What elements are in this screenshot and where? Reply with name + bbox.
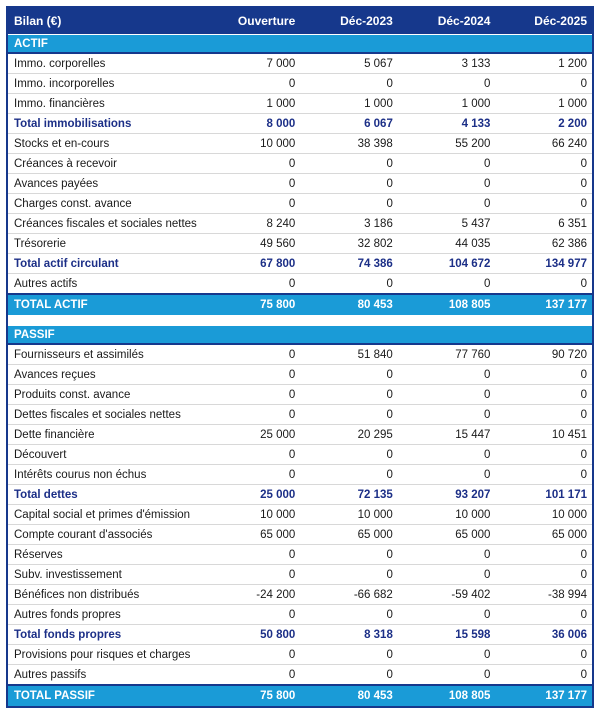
row-label: Autres fonds propres	[7, 605, 203, 625]
cell-value: 104 672	[398, 254, 496, 274]
table-row	[7, 94, 593, 114]
cell-value: 15 598	[398, 625, 496, 645]
row-label: Créances à recevoir	[7, 154, 203, 174]
row-label: Produits const. avance	[7, 385, 203, 405]
total-value: 80 453	[300, 294, 398, 315]
cell-value: 90 720	[495, 344, 593, 365]
table-title: Bilan (€)	[7, 7, 203, 35]
cell-value: 0	[398, 465, 496, 485]
table-row	[7, 74, 593, 94]
total-banner-passif	[7, 685, 593, 707]
cell-value: 93 207	[398, 485, 496, 505]
row-label: Trésorerie	[7, 234, 203, 254]
cell-value: 0	[203, 545, 301, 565]
table-row	[7, 665, 593, 686]
cell-value: 0	[398, 545, 496, 565]
cell-value: 1 000	[398, 94, 496, 114]
cell-value: 0	[495, 405, 593, 425]
cell-value: 0	[300, 665, 398, 686]
cell-value: 0	[398, 605, 496, 625]
cell-value: 20 295	[300, 425, 398, 445]
column-header-dec-2024: Déc-2024	[398, 7, 496, 35]
cell-value: 0	[203, 645, 301, 665]
cell-value: 0	[203, 665, 301, 686]
cell-value: 101 171	[495, 485, 593, 505]
cell-value: 10 000	[495, 505, 593, 525]
cell-value: 0	[203, 174, 301, 194]
cell-value: 36 006	[495, 625, 593, 645]
column-header-ouverture: Ouverture	[203, 7, 301, 35]
cell-value: 4 133	[398, 114, 496, 134]
cell-value: 0	[300, 565, 398, 585]
table-row	[7, 114, 593, 134]
header-row	[7, 7, 593, 35]
cell-value: 0	[398, 565, 496, 585]
cell-value: 1 200	[495, 53, 593, 74]
table-row	[7, 134, 593, 154]
row-label: Bénéfices non distribués	[7, 585, 203, 605]
cell-value: 0	[398, 154, 496, 174]
cell-value: 65 000	[300, 525, 398, 545]
total-value: 80 453	[300, 685, 398, 707]
cell-value: 0	[495, 665, 593, 686]
cell-value: 0	[300, 154, 398, 174]
cell-value: 0	[495, 194, 593, 214]
cell-value: 0	[203, 344, 301, 365]
cell-value: 0	[495, 274, 593, 295]
row-label: Dette financière	[7, 425, 203, 445]
cell-value: 32 802	[300, 234, 398, 254]
table-row	[7, 605, 593, 625]
row-label: Stocks et en-cours	[7, 134, 203, 154]
cell-value: 15 447	[398, 425, 496, 445]
cell-value: 67 800	[203, 254, 301, 274]
table-row	[7, 274, 593, 295]
total-label: TOTAL ACTIF	[7, 294, 203, 315]
cell-value: 51 840	[300, 344, 398, 365]
column-header-dec-2023: Déc-2023	[300, 7, 398, 35]
cell-value: 0	[398, 365, 496, 385]
cell-value: 0	[300, 405, 398, 425]
section-header-label: ACTIF	[7, 35, 593, 54]
row-label: Créances fiscales et sociales nettes	[7, 214, 203, 234]
row-label: Subv. investissement	[7, 565, 203, 585]
table-row	[7, 565, 593, 585]
cell-value: 0	[495, 445, 593, 465]
cell-value: 0	[398, 645, 496, 665]
row-label: Réserves	[7, 545, 203, 565]
cell-value: 0	[300, 194, 398, 214]
cell-value: 0	[300, 274, 398, 295]
cell-value: 0	[203, 194, 301, 214]
row-label: Dettes fiscales et sociales nettes	[7, 405, 203, 425]
cell-value: 0	[203, 365, 301, 385]
column-header-dec-2025: Déc-2025	[495, 7, 593, 35]
cell-value: 0	[495, 385, 593, 405]
cell-value: 0	[203, 405, 301, 425]
row-label: Avances payées	[7, 174, 203, 194]
row-label: Immo. corporelles	[7, 53, 203, 74]
cell-value: 0	[495, 74, 593, 94]
cell-value: 7 000	[203, 53, 301, 74]
table-row	[7, 525, 593, 545]
cell-value: 0	[203, 74, 301, 94]
section-band-actif	[7, 35, 593, 54]
section-gap-cell	[7, 315, 593, 326]
cell-value: 0	[300, 645, 398, 665]
cell-value: 0	[300, 74, 398, 94]
cell-value: 0	[203, 565, 301, 585]
cell-value: 74 386	[300, 254, 398, 274]
row-label: Avances reçues	[7, 365, 203, 385]
cell-value: 0	[495, 154, 593, 174]
cell-value: 3 186	[300, 214, 398, 234]
total-value: 137 177	[495, 685, 593, 707]
cell-value: 0	[300, 605, 398, 625]
row-label: Immo. financières	[7, 94, 203, 114]
row-label: Total fonds propres	[7, 625, 203, 645]
table-row	[7, 645, 593, 665]
row-label: Charges const. avance	[7, 194, 203, 214]
row-label: Immo. incorporelles	[7, 74, 203, 94]
cell-value: 50 800	[203, 625, 301, 645]
total-banner-actif	[7, 294, 593, 315]
total-label: TOTAL PASSIF	[7, 685, 203, 707]
table-row	[7, 405, 593, 425]
cell-value: 62 386	[495, 234, 593, 254]
cell-value: 0	[495, 605, 593, 625]
row-label: Découvert	[7, 445, 203, 465]
cell-value: 0	[300, 174, 398, 194]
row-label: Intérêts courus non échus	[7, 465, 203, 485]
cell-value: 8 000	[203, 114, 301, 134]
cell-value: 38 398	[300, 134, 398, 154]
cell-value: 0	[300, 465, 398, 485]
cell-value: 0	[495, 645, 593, 665]
table-row	[7, 425, 593, 445]
cell-value: 0	[300, 365, 398, 385]
cell-value: 0	[398, 385, 496, 405]
table-row	[7, 505, 593, 525]
cell-value: 10 000	[300, 505, 398, 525]
cell-value: 0	[495, 545, 593, 565]
row-label: Total dettes	[7, 485, 203, 505]
cell-value: 25 000	[203, 425, 301, 445]
cell-value: 0	[398, 665, 496, 686]
cell-value: 72 135	[300, 485, 398, 505]
table-row	[7, 174, 593, 194]
cell-value: 1 000	[203, 94, 301, 114]
cell-value: 0	[398, 445, 496, 465]
cell-value: 55 200	[398, 134, 496, 154]
cell-value: 0	[495, 565, 593, 585]
cell-value: 65 000	[203, 525, 301, 545]
cell-value: 0	[398, 405, 496, 425]
cell-value: 0	[203, 605, 301, 625]
cell-value: 5 067	[300, 53, 398, 74]
cell-value: 1 000	[495, 94, 593, 114]
balance-sheet-table	[6, 6, 594, 708]
cell-value: 10 451	[495, 425, 593, 445]
section-band-passif	[7, 326, 593, 345]
table-row	[7, 625, 593, 645]
cell-value: 10 000	[203, 134, 301, 154]
total-value: 108 805	[398, 294, 496, 315]
table-row	[7, 254, 593, 274]
cell-value: -38 994	[495, 585, 593, 605]
table-row	[7, 445, 593, 465]
cell-value: 49 560	[203, 234, 301, 254]
cell-value: 5 437	[398, 214, 496, 234]
cell-value: 6 067	[300, 114, 398, 134]
cell-value: 65 000	[398, 525, 496, 545]
row-label: Compte courant d'associés	[7, 525, 203, 545]
row-label: Total immobilisations	[7, 114, 203, 134]
cell-value: 0	[398, 174, 496, 194]
cell-value: 0	[203, 154, 301, 174]
table-row	[7, 344, 593, 365]
total-value: 75 800	[203, 294, 301, 315]
table-row	[7, 545, 593, 565]
table-body	[7, 35, 593, 708]
cell-value: 0	[203, 465, 301, 485]
cell-value: 25 000	[203, 485, 301, 505]
section-gap	[7, 315, 593, 326]
cell-value: -59 402	[398, 585, 496, 605]
cell-value: 0	[203, 274, 301, 295]
table-row	[7, 194, 593, 214]
cell-value: 77 760	[398, 344, 496, 365]
row-label: Provisions pour risques et charges	[7, 645, 203, 665]
cell-value: 6 351	[495, 214, 593, 234]
cell-value: 0	[203, 385, 301, 405]
table-row	[7, 365, 593, 385]
cell-value: 0	[300, 545, 398, 565]
cell-value: 3 133	[398, 53, 496, 74]
row-label: Total actif circulant	[7, 254, 203, 274]
cell-value: 8 240	[203, 214, 301, 234]
table-row	[7, 585, 593, 605]
cell-value: 1 000	[300, 94, 398, 114]
row-label: Autres actifs	[7, 274, 203, 295]
table-row	[7, 214, 593, 234]
table-row	[7, 485, 593, 505]
cell-value: 0	[300, 445, 398, 465]
row-label: Fournisseurs et assimilés	[7, 344, 203, 365]
cell-value: 134 977	[495, 254, 593, 274]
cell-value: 0	[300, 385, 398, 405]
cell-value: 0	[398, 274, 496, 295]
cell-value: 44 035	[398, 234, 496, 254]
row-label: Autres passifs	[7, 665, 203, 686]
cell-value: 0	[398, 74, 496, 94]
total-value: 137 177	[495, 294, 593, 315]
cell-value: 66 240	[495, 134, 593, 154]
cell-value: 0	[203, 445, 301, 465]
cell-value: 0	[495, 174, 593, 194]
cell-value: -24 200	[203, 585, 301, 605]
row-label: Capital social et primes d'émission	[7, 505, 203, 525]
table-row	[7, 234, 593, 254]
cell-value: 8 318	[300, 625, 398, 645]
total-value: 108 805	[398, 685, 496, 707]
cell-value: 0	[398, 194, 496, 214]
cell-value: 0	[495, 365, 593, 385]
total-value: 75 800	[203, 685, 301, 707]
table-row	[7, 53, 593, 74]
table-row	[7, 465, 593, 485]
cell-value: 10 000	[398, 505, 496, 525]
cell-value: 65 000	[495, 525, 593, 545]
table-row	[7, 385, 593, 405]
cell-value: 0	[495, 465, 593, 485]
cell-value: -66 682	[300, 585, 398, 605]
cell-value: 10 000	[203, 505, 301, 525]
table-row	[7, 154, 593, 174]
section-header-label: PASSIF	[7, 326, 593, 345]
cell-value: 2 200	[495, 114, 593, 134]
